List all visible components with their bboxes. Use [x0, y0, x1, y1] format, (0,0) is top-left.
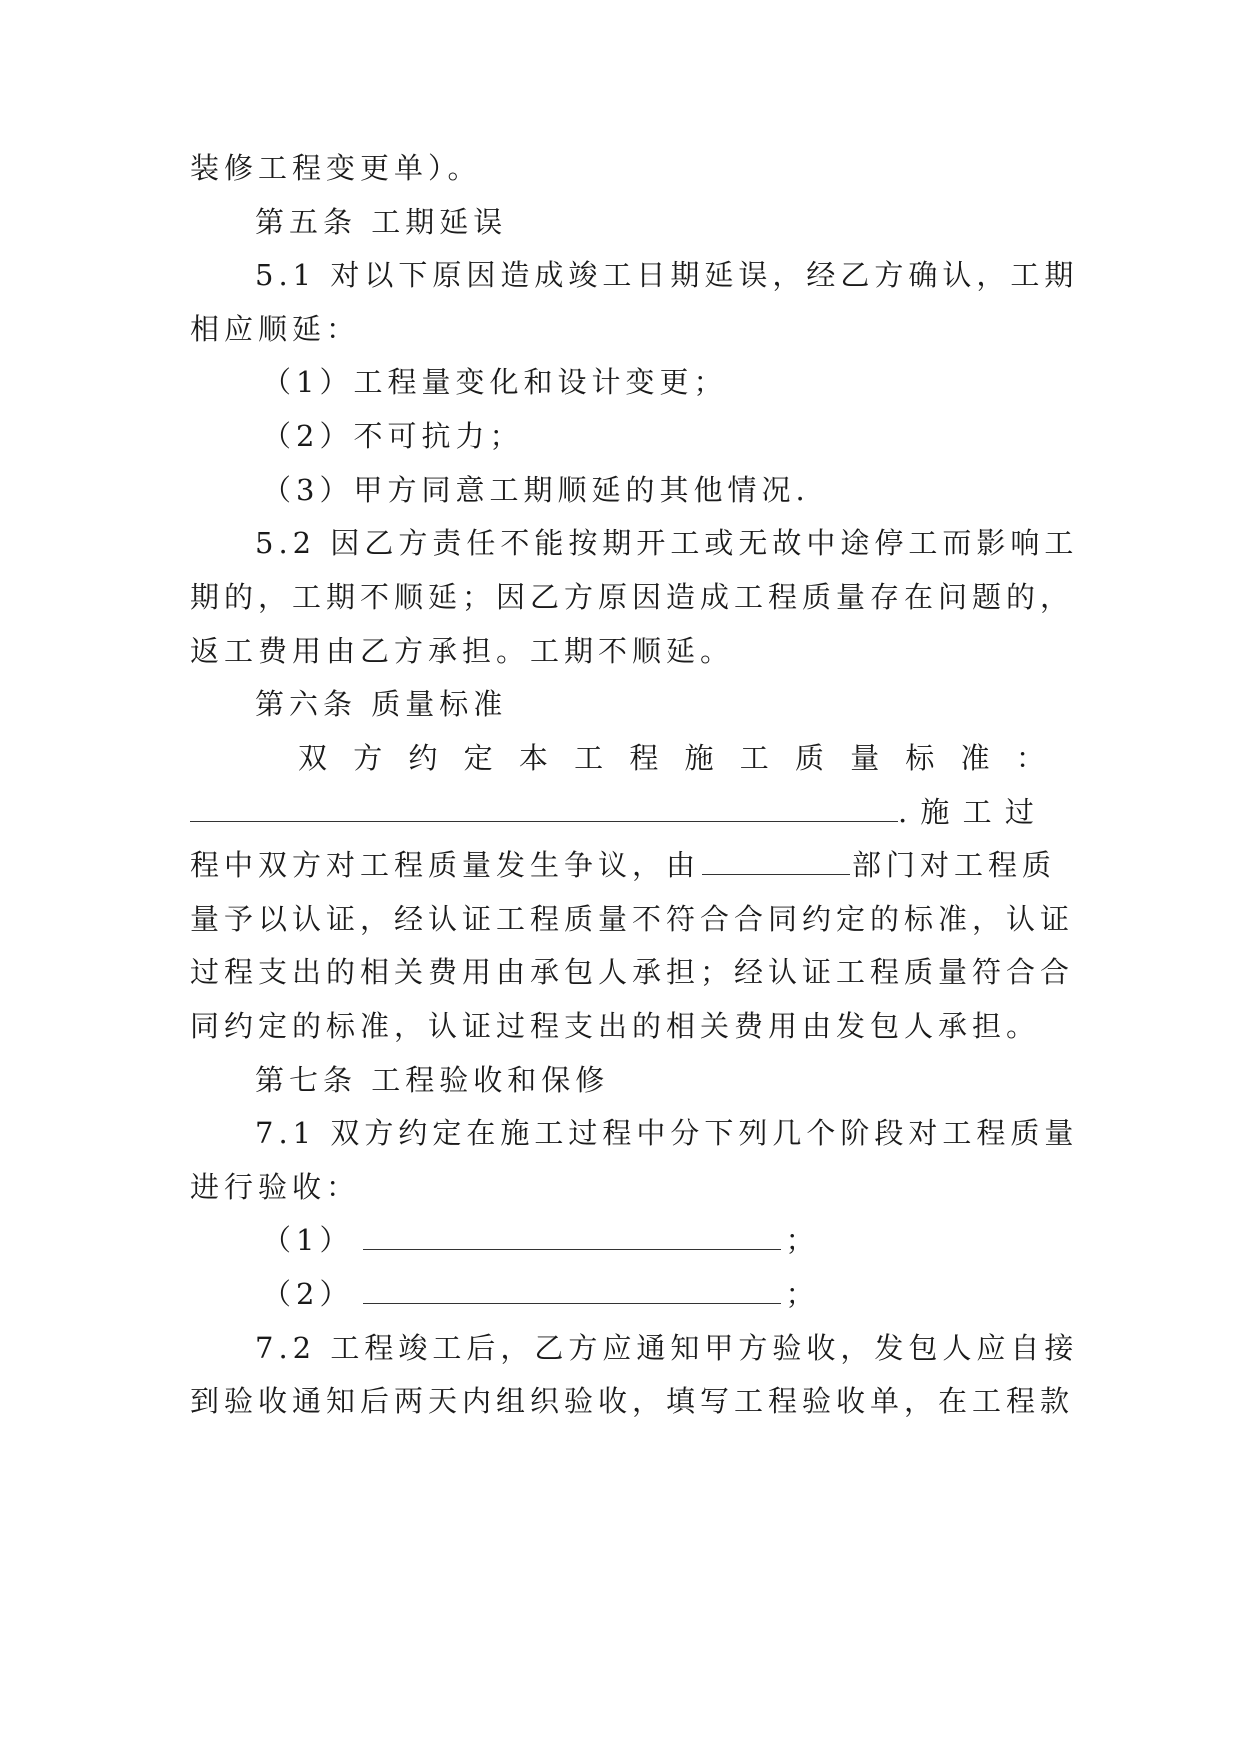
list-item: （3）甲方同意工期顺延的其他情况.	[262, 473, 810, 507]
clause-5-1-line: 相应顺延：	[190, 312, 361, 346]
text-line: 同约定的标准，认证过程支出的相关费用由发包人承担。	[190, 1009, 1041, 1043]
spaced-char: 约	[408, 741, 438, 775]
department-blank[interactable]	[702, 848, 850, 875]
stage-1-blank[interactable]	[363, 1223, 781, 1250]
item-end: ；	[785, 1277, 820, 1311]
spaced-char: 准	[960, 741, 990, 775]
spaced-char: 定	[463, 741, 493, 775]
spaced-char: 工	[574, 741, 604, 775]
stage-2-blank[interactable]	[363, 1277, 781, 1304]
inspection-stage-item	[262, 1220, 819, 1260]
spaced-char: 本	[518, 741, 548, 775]
spaced-char: 双	[298, 741, 328, 775]
article-7-heading: 第七条 工程验收和保修	[255, 1063, 610, 1097]
text-line: 装修工程变更单）。	[190, 151, 482, 185]
clause-5-2-line: 期的，工期不顺延；因乙方原因造成工程质量存在问题的，	[190, 580, 1075, 614]
inspection-stage-item	[262, 1274, 819, 1314]
clause-5-2-line: 5.2 因乙方责任不能按期开工或无故中途停工而影响工	[255, 526, 1079, 560]
spaced-char: 工	[739, 741, 769, 775]
item-label: （1）	[262, 1223, 354, 1257]
spaced-char: ：	[1015, 741, 1045, 775]
clause-7-2-line: 7.2 工程竣工后，乙方应通知甲方验收，发包人应自接	[255, 1331, 1079, 1365]
quality-standard-line	[298, 738, 1045, 778]
spaced-char: 标	[905, 741, 935, 775]
text-fragment: . 施 工 过	[898, 795, 1036, 829]
clause-7-1-line: 进行验收：	[190, 1170, 361, 1204]
item-end: ；	[785, 1223, 820, 1257]
quality-blank-line	[190, 792, 1036, 832]
dispute-line	[190, 845, 1056, 885]
spaced-char: 量	[850, 741, 880, 775]
spaced-char: 程	[629, 741, 659, 775]
clause-5-2-line: 返工费用由乙方承担。工期不顺延。	[190, 634, 735, 668]
text-line: 量予以认证，经认证工程质量不符合合同约定的标准，认证	[190, 902, 1075, 936]
article-5-heading: 第五条 工期延误	[255, 205, 508, 239]
spaced-char: 施	[684, 741, 714, 775]
list-item: （2）不可抗力；	[262, 419, 524, 453]
clause-7-2-line: 到验收通知后两天内组织验收，填写工程验收单，在工程款	[190, 1384, 1075, 1418]
item-label: （2）	[262, 1277, 354, 1311]
spaced-char: 方	[353, 741, 383, 775]
text-line: 过程支出的相关费用由承包人承担；经认证工程质量符合合	[190, 955, 1075, 989]
list-item: （1）工程量变化和设计变更；	[262, 365, 728, 399]
clause-5-1-line: 5.1 对以下原因造成竣工日期延误，经乙方确认，工期	[255, 258, 1079, 292]
text-fragment: 部门对工程质	[852, 848, 1057, 882]
clause-7-1-line: 7.1 双方约定在施工过程中分下列几个阶段对工程质量	[255, 1116, 1079, 1150]
spaced-char: 质	[794, 741, 824, 775]
text-fragment: 程中双方对工程质量发生争议，由	[190, 848, 701, 882]
article-6-heading: 第六条 质量标准	[255, 687, 508, 721]
quality-standard-blank[interactable]	[190, 795, 898, 822]
